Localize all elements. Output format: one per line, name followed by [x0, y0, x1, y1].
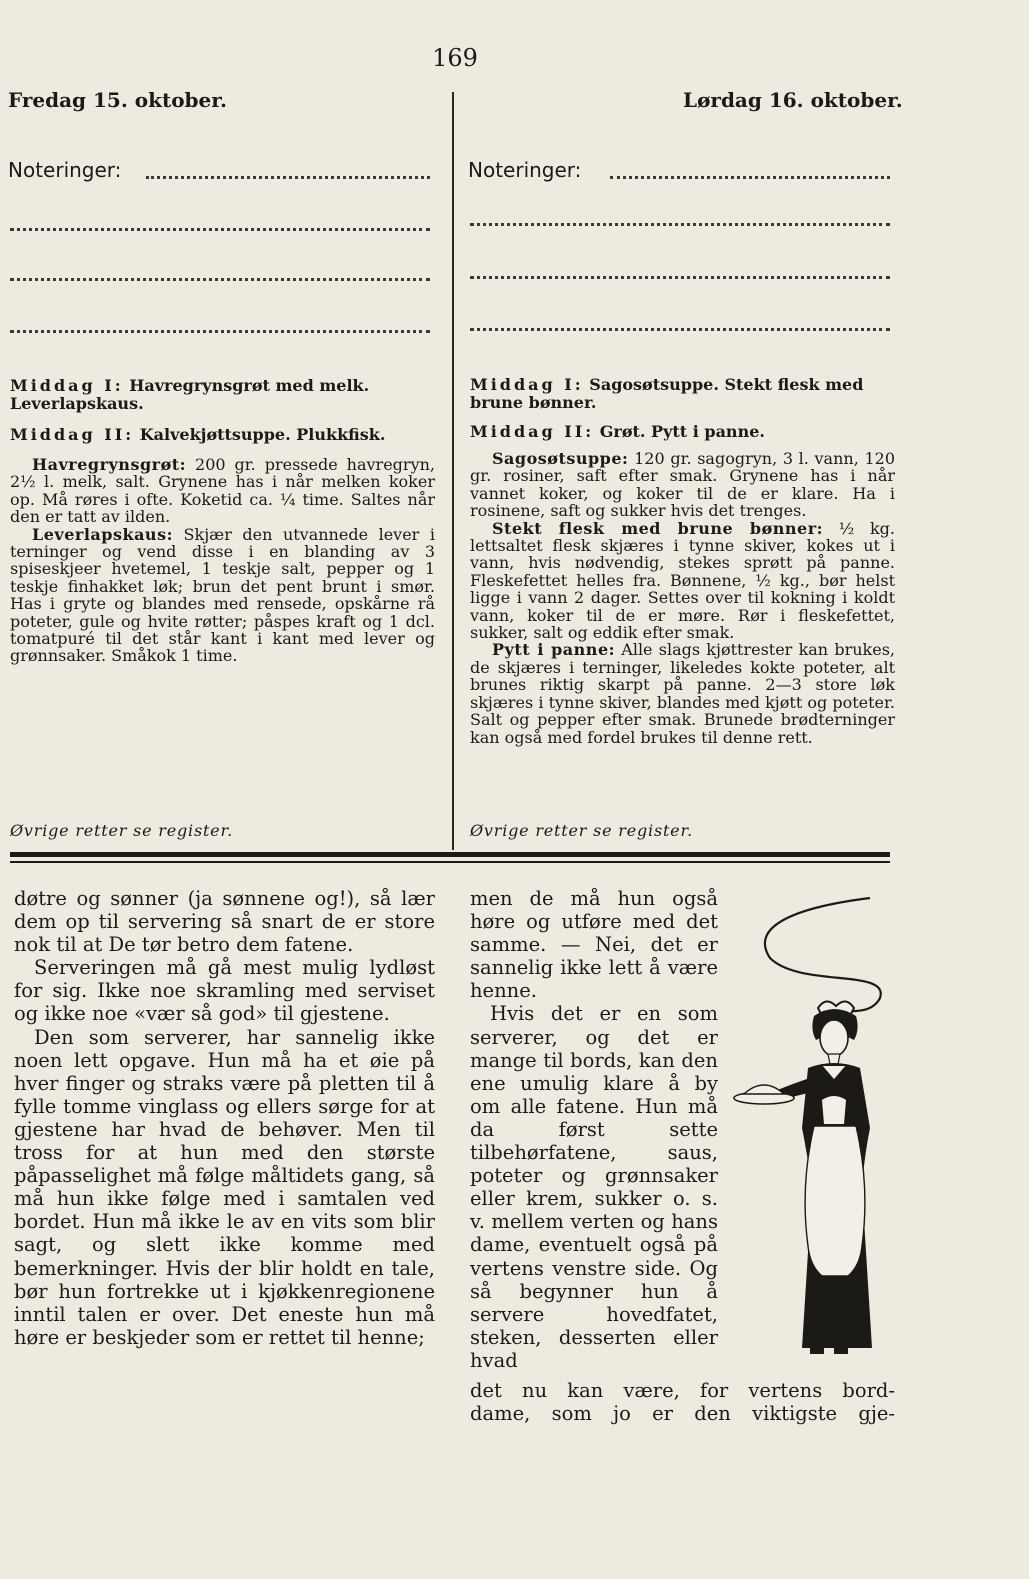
left-menu-2 [10, 426, 435, 444]
column-divider [452, 92, 454, 850]
essay-left-column [14, 887, 435, 1349]
essay-right-line-1: det nu kan være, for vertens bord- [470, 1379, 895, 1402]
left-recipe-2-text: Skjær den utvannede lever i terninger og vend disse i en blanding av 3 spiseskjeer hvetemel, 1 teskje salt, pepper og 1 teskje finhakket løk; brun det pent brunt i smør. Has i gryte og blandes med rensede, opskårne rå poteter, gule og hvite røtter; påspes kraft og 1 dcl. tomatpuré til det står kant i kant med lever og grønnsaker. Småkok 1 time. [10, 524, 435, 666]
maid-face [820, 1020, 848, 1056]
right-notes-line-4 [470, 328, 890, 331]
right-notes-line-1 [610, 176, 890, 179]
decorative-swirl [765, 898, 881, 1013]
right-menu-1 [470, 376, 895, 412]
essay-right-paragraph-2: Hvis det er en som serverer, og det er mange til bords, kan den ene umulig klare å by om alle fatene. Hun må da først sette tilbehørfatene, saus, poteter og grønnsaker eller krem, sukker o. s. v. mellem verten og hans dame, eventuelt også på vertens venstre side. Og så begynner hun å servere hovedfatet, steken, desserten eller hvad [470, 1002, 718, 1372]
left-date: Fredag 15. oktober. [8, 88, 227, 112]
left-menu-1-text: Havregrynsgrøt med melk. Leverlapskaus. [10, 376, 370, 413]
right-recipe-1-title: Sagosøtsuppe: [492, 449, 629, 468]
right-recipe-1 [470, 450, 895, 520]
right-notes-label: Noteringer: [468, 158, 582, 182]
left-recipe-1-title: Havregrynsgrøt: [32, 455, 187, 474]
essay-right-column [470, 887, 718, 1372]
left-menu-1 [10, 377, 435, 413]
right-recipe-1-text: 120 gr. sagogryn, 3 l. vann, 120 gr. rosiner, saft efter smak. Grynene has i når vannet koker, og koker til de er klare. Ha i rosinene, saft og sukker hvis det trenges. [470, 449, 895, 521]
section-rule-thick [10, 852, 890, 857]
serving-dish [744, 1085, 784, 1094]
right-recipe-2-text: ½ kg. lettsaltet flesk skjæres i tynne skiver, kokes ut i vann, hvis nødvendig, stekes sprøtt på panne. Fleskefettet helles fra. Bønnene, ½ kg., bør helst ligge i vann 2 dager. Settes over til kokning i koldt vann, koker til de er møre. Rør i fleskefettet, sukker, salt og eddik efter smak. [470, 518, 895, 643]
right-recipe-2 [470, 520, 895, 642]
right-other-dishes: Øvrige retter se register. [470, 821, 694, 840]
maid-apron [805, 1126, 865, 1276]
essay-left-paragraph-2: Serveringen må gå mest mulig lydløst for sig. Ikke noe skramling med serviset og ikke noe «vær så god» til gjestene. [14, 956, 435, 1026]
right-recipe-2-title: Stekt flesk med brune bønner: [492, 518, 824, 538]
right-menu-1-text: Sagosøtsuppe. Stekt flesk med brune bønner. [470, 375, 864, 412]
essay-left-paragraph-1: døtre og sønner (ja sønnene og!), så lær dem op til servering så snart de er store nok til at De tør betro dem fatene. [14, 887, 435, 957]
right-menu-2-text: Grøt. Pytt i panne. [599, 422, 765, 441]
left-notes-line-2 [10, 228, 430, 231]
right-recipe-3-text: Alle slags kjøttrester kan brukes, de skjæres i terninger, likeledes kokte poteter, alt brunes riktig skarpt på panne. 2—3 store løk skjæres i tynne skiver, blandes med kjøtt og poteter. Salt og pepper efter smak. Brunede brødterninger kan også med fordel brukes til denne rett. [470, 640, 895, 747]
left-recipes [10, 456, 435, 665]
page-number: 169 [432, 44, 478, 72]
left-recipe-1-text: 200 gr. pressede havregryn, 2½ l. melk, salt. Grynene has i når melken koker op. Må røres i ofte. Koketid ca. ¼ time. Saltes når den er tatt av ilden. [10, 455, 435, 527]
waitress-illustration [730, 888, 920, 1368]
essay-right-line-2: dame, som jo er den viktigste gje- [470, 1402, 895, 1426]
left-recipe-1 [10, 456, 435, 526]
essay-right-closing [470, 1379, 895, 1425]
essay-left-paragraph-3: Den som serverer, har sannelig ikke noen lett opgave. Hun må ha et øie på hver finger og straks være på pletten til å fylle tomme vinglass og ellers sørge for at gjestene har hvad de behøver. Men til tross for at hun med den største påpasselighet må følge måltidets gang, så må hun ikke følge med i samtalen ved bordet. Hun må ikke le av en vits som blir sagt, og slett ikke komme med bemerkninger. Hvis der blir holdt en tale, bør hun fortrekke ut i kjøkkenregionene inntil talen er over. Det eneste hun må høre er beskjeder som er rettet til henne; [14, 1025, 435, 1349]
left-notes-line-3 [10, 278, 430, 281]
right-menu-2-label: Middag II: [470, 422, 595, 441]
section-rule-thin [10, 861, 890, 863]
maid-apron-top [822, 1096, 846, 1124]
left-other-dishes: Øvrige retter se register. [10, 821, 234, 840]
right-date: Lørdag 16. oktober. [683, 88, 903, 112]
right-menu-1-label: Middag I: [470, 375, 584, 394]
left-menu-2-label: Middag II: [10, 425, 135, 444]
essay-right-paragraph-1: men de må hun også høre og utføre med det samme. — Nei, det er sannelig ikke lett å være henne. [470, 887, 718, 1003]
right-menu-2 [470, 423, 895, 441]
left-recipe-2-title: Leverlapskaus: [32, 524, 173, 544]
left-menu-2-text: Kalvekjøttsuppe. Plukkfisk. [139, 425, 386, 444]
right-notes-line-3 [470, 276, 890, 279]
left-notes-label: Noteringer: [8, 158, 122, 182]
right-notes-line-2 [470, 223, 890, 226]
right-recipe-3 [470, 641, 895, 745]
maid-neck [828, 1054, 840, 1064]
left-menu-1-label: Middag I: [10, 376, 124, 395]
left-recipe-2 [10, 526, 435, 665]
left-notes-line-4 [10, 330, 430, 333]
right-recipe-3-title: Pytt i panne: [492, 640, 616, 660]
left-notes-line-1 [146, 176, 430, 179]
right-recipes [470, 450, 895, 746]
